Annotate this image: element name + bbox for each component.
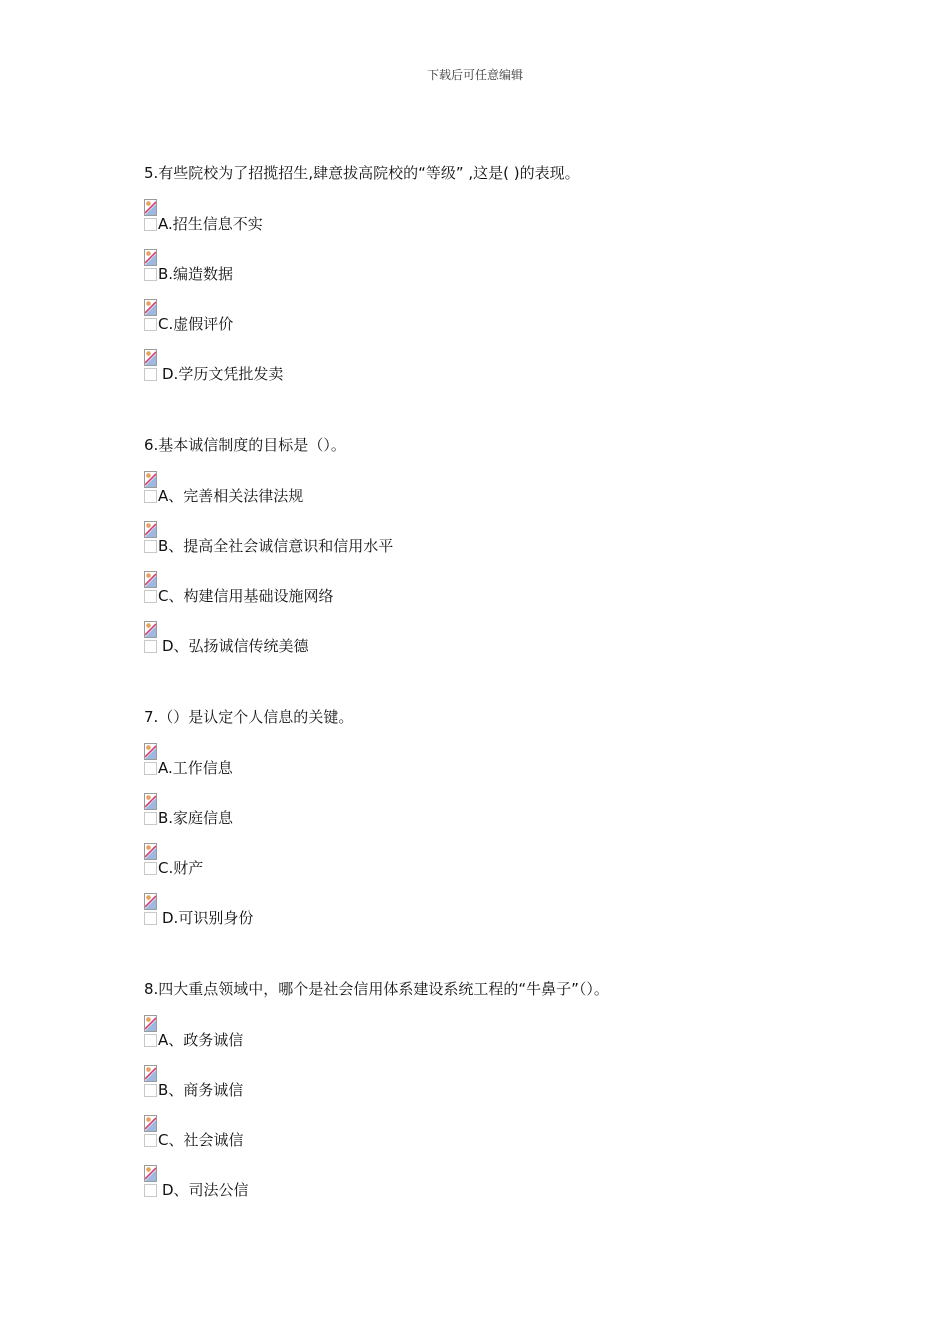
question-text: 7.（）是认定个人信息的关键。 bbox=[144, 708, 354, 726]
option-label: D.学历文凭批发卖 bbox=[162, 365, 284, 383]
question-text: 5.有些院校为了招揽招生,肆意拔高院校的“等级” ,这是( )的表现。 bbox=[144, 164, 580, 182]
option-a[interactable] bbox=[144, 743, 844, 777]
option-a[interactable] bbox=[144, 1015, 844, 1049]
broken-image-icon bbox=[144, 571, 157, 588]
option-label: D、司法公信 bbox=[162, 1181, 249, 1199]
option-a[interactable] bbox=[144, 471, 844, 505]
option-d[interactable] bbox=[144, 893, 844, 927]
option-b[interactable] bbox=[144, 521, 844, 555]
broken-image-icon bbox=[144, 199, 157, 216]
broken-image-icon bbox=[144, 1115, 157, 1132]
radio-icon[interactable] bbox=[144, 893, 158, 925]
option-label: B、提高全社会诚信意识和信用水平 bbox=[158, 537, 394, 555]
option-b[interactable] bbox=[144, 793, 844, 827]
question-text: 8.四大重点领域中，哪个是社会信用体系建设系统工程的“牛鼻子”（）。 bbox=[144, 980, 609, 998]
broken-image-icon bbox=[144, 743, 157, 760]
option-label: D、弘扬诚信传统美德 bbox=[162, 637, 309, 655]
broken-image-icon bbox=[144, 521, 157, 538]
broken-image-icon bbox=[144, 1015, 157, 1032]
broken-image-icon bbox=[144, 1065, 157, 1082]
radio-icon[interactable] bbox=[144, 1065, 158, 1097]
radio-icon[interactable] bbox=[144, 621, 158, 653]
option-label: B.家庭信息 bbox=[158, 809, 234, 827]
option-b[interactable] bbox=[144, 249, 844, 283]
option-label: C、社会诚信 bbox=[158, 1131, 244, 1149]
option-a[interactable] bbox=[144, 199, 844, 233]
option-c[interactable] bbox=[144, 1115, 844, 1149]
radio-icon[interactable] bbox=[144, 471, 158, 503]
radio-icon[interactable] bbox=[144, 793, 158, 825]
option-label: A、政务诚信 bbox=[158, 1031, 244, 1049]
option-c[interactable] bbox=[144, 299, 844, 333]
broken-image-icon bbox=[144, 793, 157, 810]
option-c[interactable] bbox=[144, 571, 844, 605]
option-label: B、商务诚信 bbox=[158, 1081, 244, 1099]
option-c[interactable] bbox=[144, 843, 844, 877]
option-b[interactable] bbox=[144, 1065, 844, 1099]
radio-icon[interactable] bbox=[144, 349, 158, 381]
radio-icon[interactable] bbox=[144, 1115, 158, 1147]
option-d[interactable] bbox=[144, 1165, 844, 1199]
radio-icon[interactable] bbox=[144, 1165, 158, 1197]
broken-image-icon bbox=[144, 843, 157, 860]
question-7 bbox=[144, 707, 844, 927]
broken-image-icon bbox=[144, 1165, 157, 1182]
radio-icon[interactable] bbox=[144, 743, 158, 775]
option-label: A、完善相关法律法规 bbox=[158, 487, 304, 505]
option-label: A.工作信息 bbox=[158, 759, 233, 777]
option-label: A.招生信息不实 bbox=[158, 215, 263, 233]
question-8 bbox=[144, 979, 844, 1199]
page-header: 下载后可任意编辑 bbox=[426, 68, 523, 82]
option-label: C.财产 bbox=[158, 859, 204, 877]
question-text: 6.基本诚信制度的目标是（）。 bbox=[144, 436, 346, 454]
radio-icon[interactable] bbox=[144, 843, 158, 875]
option-label: C、构建信用基础设施网络 bbox=[158, 587, 334, 605]
broken-image-icon bbox=[144, 471, 157, 488]
radio-icon[interactable] bbox=[144, 249, 158, 281]
option-label: C.虚假评价 bbox=[158, 315, 234, 333]
broken-image-icon bbox=[144, 249, 157, 266]
broken-image-icon bbox=[144, 349, 157, 366]
broken-image-icon bbox=[144, 893, 157, 910]
radio-icon[interactable] bbox=[144, 1015, 158, 1047]
broken-image-icon bbox=[144, 299, 157, 316]
radio-icon[interactable] bbox=[144, 521, 158, 553]
question-6 bbox=[144, 435, 844, 655]
radio-icon[interactable] bbox=[144, 571, 158, 603]
option-d[interactable] bbox=[144, 349, 844, 383]
broken-image-icon bbox=[144, 621, 157, 638]
radio-icon[interactable] bbox=[144, 299, 158, 331]
radio-icon[interactable] bbox=[144, 199, 158, 231]
option-label: B.编造数据 bbox=[158, 265, 234, 283]
question-5 bbox=[144, 163, 844, 383]
option-d[interactable] bbox=[144, 621, 844, 655]
option-label: D.可识别身份 bbox=[162, 909, 254, 927]
